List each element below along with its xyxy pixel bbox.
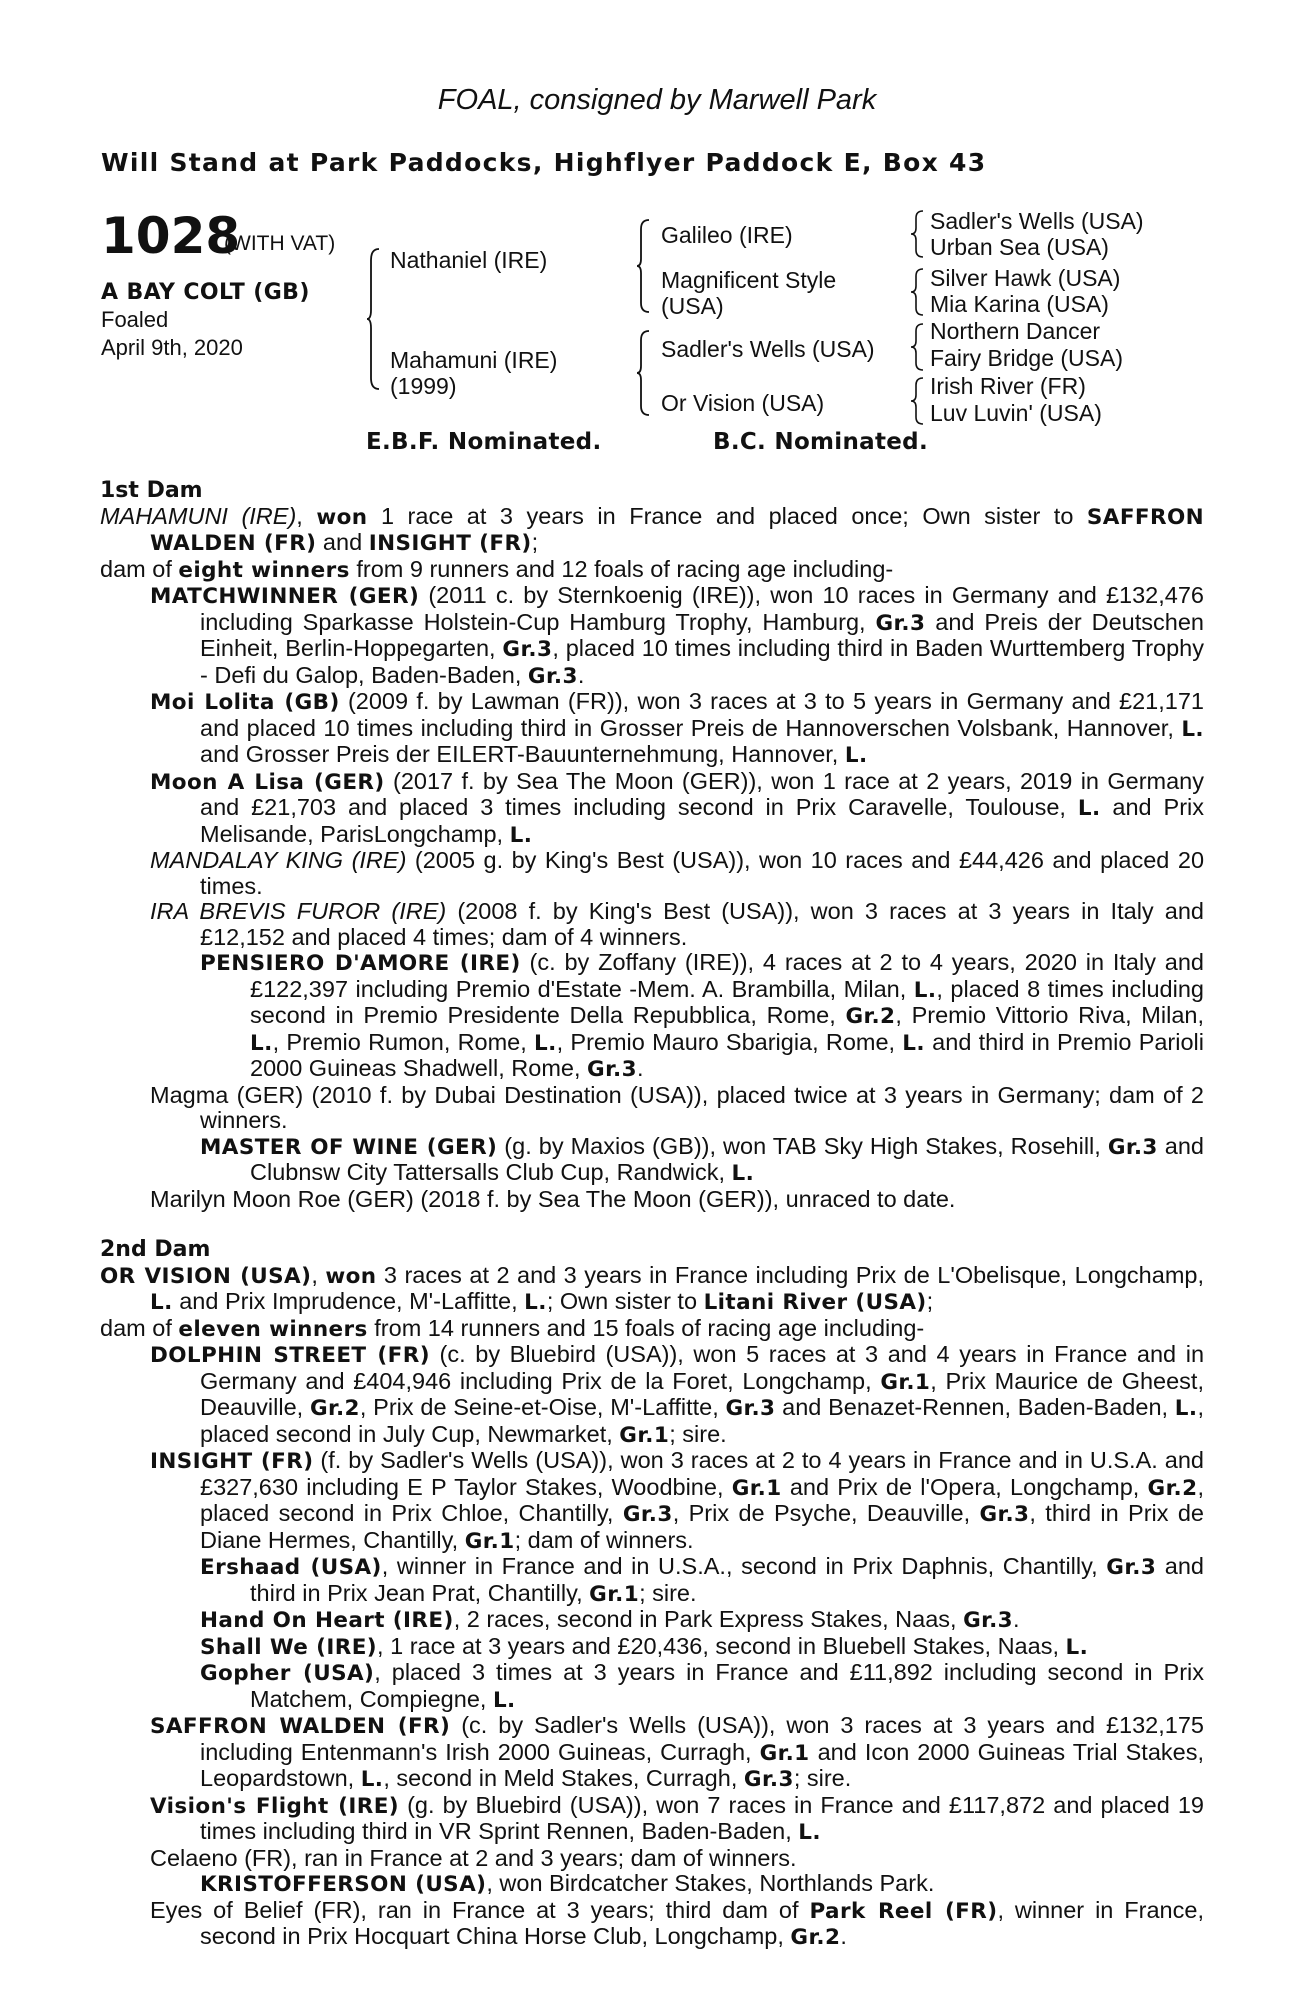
bold-text: DOLPHIN STREET (FR) bbox=[150, 1343, 430, 1368]
entry-text: (2017 f. by Sea The Moon (GER)), won 1 race at 2 years, 2019 in Germany and £21,703 and placed 3 times including second in Prix Caravelle, Toulouse, bbox=[200, 767, 1204, 820]
bold-text: OR VISION (USA) bbox=[100, 1263, 312, 1289]
entry-text: . bbox=[840, 1923, 847, 1949]
entry-text: 3 races at 2 and 3 years in France including Prix de L'Obelisque, Longchamp, bbox=[376, 1261, 1204, 1288]
bold-text: Gr.3 bbox=[979, 1502, 1030, 1527]
entry-text: ; sire. bbox=[669, 1420, 727, 1447]
entry-text: , bbox=[311, 1261, 326, 1288]
first-dam-entries bbox=[100, 504, 1204, 1213]
gen3-brace-1 bbox=[910, 210, 924, 258]
bold-text: L. bbox=[913, 977, 937, 1003]
pedigree-dam-year: (1999) bbox=[390, 373, 457, 399]
catalogue-title: FOAL, consigned by Marwell Park bbox=[437, 84, 877, 116]
catalogue-entry bbox=[100, 1607, 1204, 1634]
bc-nomination: B.C. Nominated. bbox=[713, 429, 928, 455]
pedigree-dam-name: Mahamuni (IRE) bbox=[390, 347, 558, 373]
bold-text: eight winners bbox=[178, 557, 350, 583]
bold-text: Gr.3 bbox=[502, 637, 553, 662]
entry-text: (2009 f. by Lawman (FR)), won 3 races at 3 to 5 years in Germany and £21,171 and placed 10 times including third in Grosser Preis de Hannoverschen Volsbank, Hannover, bbox=[200, 688, 1204, 741]
bold-text: L. bbox=[1077, 796, 1101, 821]
entry-text: Celaeno (FR), ran in France at 2 and 3 years; dam of winners. bbox=[150, 1844, 797, 1871]
entry-text: (2008 f. by King's Best (USA)), won 3 races at 3 years in Italy and £12,152 and placed 4 times; dam of 4 winners. bbox=[200, 898, 1204, 950]
catalogue-entry bbox=[100, 1448, 1204, 1554]
foaled-label: Foaled bbox=[101, 307, 169, 332]
pedigree-g3: Silver Hawk (USA) bbox=[930, 265, 1121, 291]
entry-text: and Preis der Deutschen Einheit, Berlin-Hoppegarten, bbox=[200, 608, 1204, 661]
pedigree-g1: Sadler's Wells (USA) bbox=[930, 208, 1144, 234]
bold-text: Gr.2 bbox=[1147, 1475, 1198, 1501]
pedigree-sire-dam-name: Magnificent Style bbox=[661, 267, 837, 293]
entry-text: ; bbox=[926, 1288, 934, 1314]
catalogue-entry bbox=[100, 1342, 1204, 1448]
bold-text: Gr.3 bbox=[1106, 1555, 1157, 1580]
entry-text: , Prix Maurice de Gheest, Deauville, bbox=[200, 1367, 1204, 1420]
bold-text: Gr.3 bbox=[587, 1057, 637, 1082]
sire-parents-brace bbox=[636, 219, 650, 313]
catalogue-entry bbox=[100, 504, 1204, 557]
pedigree-g5: Northern Dancer bbox=[930, 318, 1101, 344]
bold-text: Hand On Heart (IRE) bbox=[200, 1608, 454, 1633]
entry-text: dam of bbox=[100, 555, 179, 582]
catalogue-entry bbox=[100, 769, 1204, 849]
first-dam-heading: 1st Dam bbox=[100, 478, 203, 503]
entry-text: , Prix de Psyche, Deauville, bbox=[672, 1500, 980, 1526]
catalogue-entry bbox=[100, 1871, 1204, 1898]
entry-text: (2005 g. by King's Best (USA)), won 10 races and £44,426 and placed 20 times. bbox=[200, 847, 1205, 899]
entry-text: . bbox=[577, 661, 585, 688]
catalogue-entry bbox=[100, 848, 1204, 899]
bold-text: L. bbox=[1174, 1396, 1198, 1421]
bold-text: Gr.1 bbox=[464, 1528, 515, 1554]
entry-text: and Prix Imprudence, M'-Laffitte, bbox=[172, 1288, 525, 1314]
foaled-block bbox=[101, 306, 243, 362]
entry-text: (c. by Zoffany (IRE)), 4 races at 2 to 4 years, 2020 in Italy and £122,397 including Premio d'Estate -Mem. A. Brambilla, Milan, bbox=[250, 949, 1204, 1002]
catalogue-entry bbox=[100, 1634, 1204, 1661]
bold-text: L. bbox=[524, 1290, 547, 1315]
entry-text: Eyes of Belief (FR), ran in France at 3 years; third dam of bbox=[150, 1896, 810, 1923]
entry-text: and Prix de l'Opera, Longchamp, bbox=[781, 1473, 1148, 1500]
bold-text: L. bbox=[902, 1030, 925, 1056]
entry-text: and bbox=[316, 529, 369, 555]
lot-number: 1028 bbox=[101, 207, 241, 265]
bold-text: L. bbox=[150, 1290, 173, 1315]
bold-text: Moi Lolita (GB) bbox=[150, 690, 340, 715]
bold-text: Gr.2 bbox=[845, 1004, 896, 1029]
bold-text: Gr.3 bbox=[743, 1767, 794, 1792]
entry-text: , third in Prix de Diane Hermes, Chantilly, bbox=[200, 1500, 1205, 1553]
entry-text: , Premio Mauro Sbarigia, Rome, bbox=[556, 1028, 903, 1055]
pedigree-dam bbox=[390, 347, 557, 399]
bold-text: Ershaad (USA) bbox=[200, 1555, 382, 1580]
catalogue-entry bbox=[100, 950, 1204, 1083]
bold-text: MATCHWINNER (GER) bbox=[150, 584, 420, 609]
vat-note: (WITH VAT) bbox=[224, 232, 336, 255]
bold-text: SAFFRON WALDEN (FR) bbox=[150, 1714, 451, 1739]
catalogue-entry bbox=[100, 899, 1204, 950]
pedigree-sire: Nathaniel (IRE) bbox=[390, 247, 548, 273]
bold-text: L. bbox=[844, 743, 868, 768]
gen3-brace-2 bbox=[910, 268, 924, 316]
catalogue-entry bbox=[100, 1187, 1204, 1213]
pedigree-dam-sire: Sadler's Wells (USA) bbox=[661, 336, 875, 362]
bold-text: won bbox=[325, 1263, 377, 1289]
bold-text: Gopher (USA) bbox=[200, 1661, 375, 1686]
foaled-date: April 9th, 2020 bbox=[101, 335, 243, 360]
entry-text: , winner in France, second in Prix Hocquart China Horse Club, Longchamp, bbox=[200, 1896, 1204, 1949]
sire-dam-brace bbox=[366, 248, 380, 390]
second-dam-entries bbox=[100, 1263, 1204, 1951]
bold-text: Gr.1 bbox=[589, 1581, 640, 1607]
bold-text: KRISTOFFERSON (USA) bbox=[200, 1872, 487, 1897]
gen3-brace-3 bbox=[910, 323, 924, 371]
entry-text: ; bbox=[531, 529, 539, 555]
pedigree-sire-sire: Galileo (IRE) bbox=[661, 222, 793, 248]
bold-text: Vision's Flight (IRE) bbox=[150, 1793, 400, 1819]
catalogue-entry bbox=[100, 1713, 1204, 1793]
bold-text: L. bbox=[1065, 1634, 1089, 1660]
bold-text: INSIGHT (FR) bbox=[150, 1449, 314, 1474]
bold-text: eleven winners bbox=[178, 1316, 368, 1342]
catalogue-entry bbox=[100, 1316, 1204, 1343]
entry-text: ; Own sister to bbox=[546, 1288, 704, 1314]
entry-text: and Benazet-Rennen, Baden-Baden, bbox=[775, 1394, 1175, 1420]
bold-text: Moon A Lisa (GER) bbox=[150, 769, 385, 795]
entry-text: , placed second in Prix Chloe, Chantilly, bbox=[200, 1473, 1204, 1526]
stand-location: Will Stand at Park Paddocks, Highflyer Paddock E, Box 43 bbox=[101, 148, 987, 177]
entry-text: 1 race at 3 years in France and placed once; Own sister to bbox=[367, 502, 1087, 529]
bold-text: MASTER OF WINE (GER) bbox=[200, 1134, 498, 1160]
bold-text: L. bbox=[492, 1687, 516, 1713]
entry-text: and Icon 2000 Guineas Trial Stakes, Leopardstown, bbox=[200, 1738, 1205, 1791]
pedigree-sire-dam bbox=[661, 267, 836, 319]
entry-text: Marilyn Moon Roe (GER) (2018 f. by Sea The Moon (GER)), unraced to date. bbox=[150, 1185, 956, 1212]
ebf-nomination: E.B.F. Nominated. bbox=[366, 429, 602, 455]
catalogue-entry bbox=[100, 1083, 1204, 1134]
bold-text: L. bbox=[1181, 716, 1204, 742]
bold-text: L. bbox=[360, 1767, 384, 1792]
pedigree-g8: Luv Luvin' (USA) bbox=[930, 400, 1102, 426]
italic-text: IRA BREVIS FUROR (IRE) bbox=[150, 898, 447, 924]
pedigree-g7: Irish River (FR) bbox=[930, 373, 1086, 399]
pedigree-g4: Mia Karina (USA) bbox=[930, 291, 1109, 317]
italic-text: MANDALAY KING (IRE) bbox=[150, 847, 407, 873]
bold-text: Gr.3 bbox=[725, 1396, 776, 1421]
bold-text: Gr.1 bbox=[731, 1475, 782, 1501]
entry-text: ; sire. bbox=[639, 1579, 697, 1606]
dam-parents-brace bbox=[636, 330, 650, 416]
entry-text: , Premio Rumon, Rome, bbox=[272, 1028, 534, 1055]
entry-text: ; sire. bbox=[793, 1765, 852, 1791]
catalogue-entry bbox=[100, 1793, 1204, 1846]
catalogue-entry bbox=[100, 689, 1204, 769]
bold-text: Gr.3 bbox=[622, 1502, 673, 1527]
bold-text: INSIGHT (FR) bbox=[368, 531, 532, 556]
entry-text: and Clubnsw City Tattersalls Club Cup, Randwick, bbox=[250, 1132, 1204, 1185]
catalogue-entry bbox=[100, 1660, 1204, 1713]
bold-text: Gr.3 bbox=[527, 663, 578, 689]
entry-text: dam of bbox=[100, 1314, 179, 1341]
entry-text: , second in Meld Stakes, Curragh, bbox=[383, 1765, 744, 1791]
entry-text: , Prix de Seine-et-Oise, M'-Laffitte, bbox=[359, 1394, 726, 1420]
entry-text: , 2 races, second in Park Express Stakes, Naas, bbox=[453, 1606, 964, 1632]
bold-text: L. bbox=[731, 1161, 755, 1186]
catalogue-entry bbox=[100, 583, 1204, 689]
entry-text: . bbox=[636, 1055, 644, 1081]
bold-text: Gr.1 bbox=[880, 1369, 931, 1395]
bold-text: Gr.2 bbox=[790, 1925, 841, 1950]
bold-text: won bbox=[316, 504, 368, 530]
entry-text: (c. by Sadler's Wells (USA)), won 3 races at 3 years and £132,175 including Entenmann's Irish 2000 Guineas, Curragh, bbox=[200, 1712, 1204, 1765]
entry-text: , placed 3 times at 3 years in France and £11,892 including second in Prix Matchem, Compiegne, bbox=[250, 1659, 1204, 1712]
entry-text: , placed 8 times including second in Premio Presidente Della Repubblica, Rome, bbox=[250, 975, 1204, 1028]
pedigree-dam-dam: Or Vision (USA) bbox=[661, 390, 825, 416]
bold-text: Gr.1 bbox=[759, 1740, 810, 1766]
bold-text: L. bbox=[509, 822, 533, 848]
bold-text: L. bbox=[534, 1030, 557, 1056]
catalogue-entry bbox=[100, 1263, 1204, 1316]
bold-text: Gr.2 bbox=[309, 1396, 360, 1421]
italic-text: MAHAMUNI (IRE) bbox=[100, 502, 297, 529]
entry-text: (g. by Maxios (GB)), won TAB Sky High Stakes, Rosehill, bbox=[497, 1132, 1108, 1159]
entry-text: , 1 race at 3 years and £20,436, second in Bluebell Stakes, Naas, bbox=[377, 1632, 1066, 1659]
pedigree-g6: Fairy Bridge (USA) bbox=[930, 345, 1123, 371]
entry-text: and Grosser Preis der EILERT-Bauunternehmung, Hannover, bbox=[200, 741, 845, 767]
bold-text: Gr.1 bbox=[619, 1422, 670, 1448]
bold-text: Litani River (USA) bbox=[703, 1290, 927, 1315]
bold-text: L. bbox=[798, 1820, 821, 1845]
pedigree-g2: Urban Sea (USA) bbox=[930, 234, 1109, 260]
catalogue-body bbox=[100, 478, 1204, 1951]
entry-text: ; dam of winners. bbox=[514, 1526, 694, 1553]
entry-text: from 9 runners and 12 foals of racing age including- bbox=[349, 555, 894, 582]
entry-text: Magma (GER) (2010 f. by Dubai Destination (USA)), placed twice at 3 years in Germany; dam of 2 winners. bbox=[150, 1081, 1204, 1133]
entry-text: , winner in France and in U.S.A., second in Prix Daphnis, Chantilly, bbox=[381, 1553, 1107, 1579]
bold-text: Gr.3 bbox=[1107, 1134, 1158, 1160]
entry-text: , placed 10 times including third in Baden Wurttemberg Trophy - Defi du Galop, Baden-Baden, bbox=[200, 635, 1204, 688]
entry-text: and Prix Melisande, ParisLongchamp, bbox=[200, 794, 1204, 847]
bold-text: SAFFRON WALDEN (FR) bbox=[150, 504, 1205, 556]
bold-text: L. bbox=[250, 1030, 273, 1056]
catalogue-entry bbox=[100, 1554, 1204, 1607]
entry-text: and third in Premio Parioli 2000 Guineas Shadwell, Rome, bbox=[250, 1028, 1204, 1081]
entry-text: and third in Prix Jean Prat, Chantilly, bbox=[250, 1553, 1204, 1606]
entry-text: (g. by Bluebird (USA)), won 7 races in France and £117,872 and placed 19 times including third in VR Sprint Rennen, Baden-Baden, bbox=[200, 1791, 1204, 1844]
entry-text: (2011 c. by Sternkoenig (IRE)), won 10 races in Germany and £132,476 including Sparkasse Holstein-Cup Hamburg Trophy, Hamburg, bbox=[200, 582, 1204, 635]
entry-text: (c. by Bluebird (USA)), won 5 races at 3 and 4 years in France and in Germany and £404,946 including Prix de la Foret, Longchamp, bbox=[200, 1341, 1205, 1394]
bold-text: Park Reel (FR) bbox=[809, 1898, 998, 1924]
bold-text: Shall We (IRE) bbox=[200, 1634, 378, 1660]
catalogue-entry bbox=[100, 1134, 1204, 1187]
bold-text: Gr.3 bbox=[963, 1608, 1014, 1633]
entry-text: (f. by Sadler's Wells (USA)), won 3 races at 2 to 4 years in France and in U.S.A. and £327,630 including E P Taylor Stakes, Woodbine, bbox=[200, 1447, 1204, 1500]
bold-text: Gr.3 bbox=[875, 610, 926, 636]
pedigree-sire-dam-origin: (USA) bbox=[661, 293, 724, 319]
catalogue-entry bbox=[100, 557, 1204, 584]
second-dam-heading: 2nd Dam bbox=[100, 1237, 211, 1262]
gen3-brace-4 bbox=[910, 377, 924, 425]
catalogue-entry bbox=[100, 1898, 1204, 1951]
entry-text: , won Birdcatcher Stakes, Northlands Park. bbox=[486, 1870, 935, 1896]
lot-description: A BAY COLT (GB) bbox=[101, 280, 310, 305]
entry-text: . bbox=[1013, 1606, 1020, 1632]
entry-text: , bbox=[296, 502, 317, 529]
bold-text: PENSIERO D'AMORE (IRE) bbox=[200, 951, 521, 976]
entry-text: from 14 runners and 15 foals of racing age including- bbox=[367, 1314, 925, 1341]
catalogue-entry bbox=[100, 1846, 1204, 1872]
entry-text: , placed second in July Cup, Newmarket, bbox=[200, 1394, 1204, 1447]
entry-text: , Premio Vittorio Riva, Milan, bbox=[895, 1002, 1204, 1028]
